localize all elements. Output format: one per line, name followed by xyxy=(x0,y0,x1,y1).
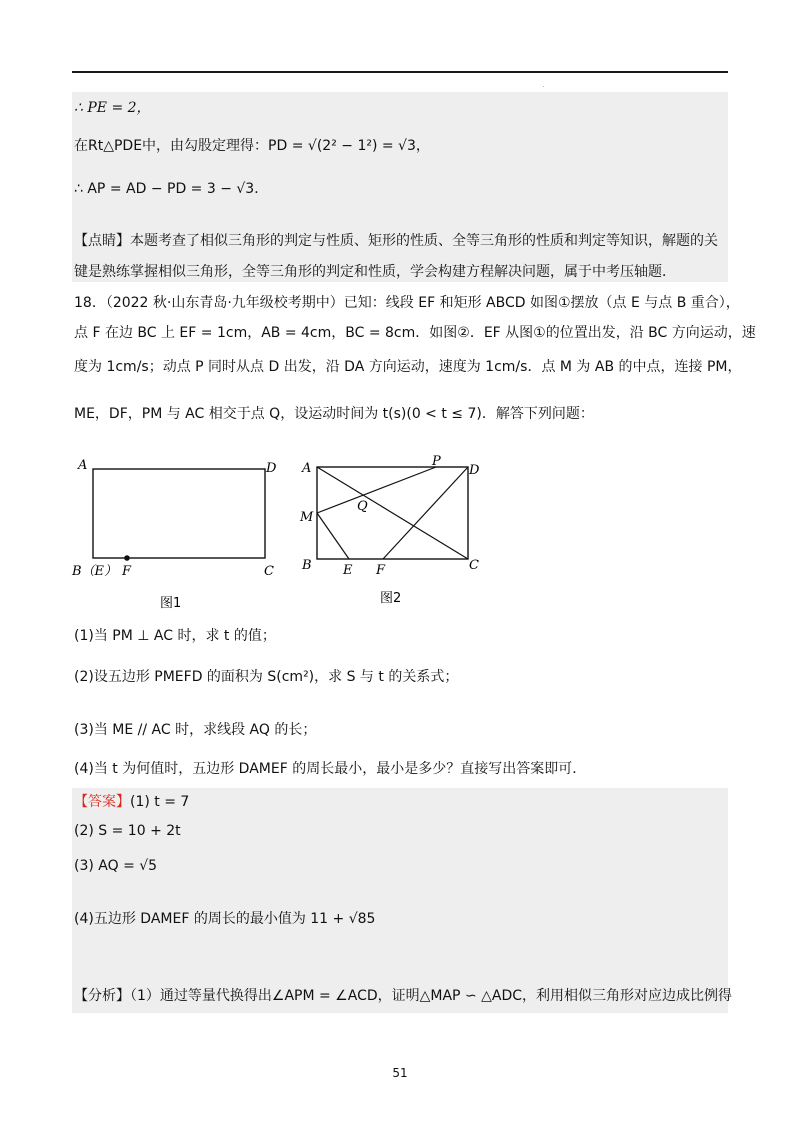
solution-line-1: ∴ PE = 2， xyxy=(74,100,151,116)
label-e: E xyxy=(343,563,353,578)
rectangle-abcd xyxy=(93,469,265,558)
question-3: (3)当 ME // AC 时，求线段 AQ 的长； xyxy=(74,722,317,738)
label-be: B（E） xyxy=(72,564,118,579)
header-rule xyxy=(72,71,728,73)
solution-line-3: ∴ AP = AD − PD = 3 − √3． xyxy=(74,181,269,197)
label-c: C xyxy=(469,558,479,573)
figure-1-caption: 图1 xyxy=(160,596,182,611)
analysis-tag: 【分析】 xyxy=(74,988,130,1004)
comment-line-1 xyxy=(74,231,734,251)
analysis-line xyxy=(74,986,734,1006)
label-a: A xyxy=(78,458,88,473)
figure-2-caption: 图2 xyxy=(380,591,402,606)
label-d: D xyxy=(469,463,480,478)
answer-4: (4)五边形 DAMEF 的周长的最小值为 11 + √85 xyxy=(74,911,376,927)
header-mark: . xyxy=(542,80,545,89)
question-2: (2)设五边形 PMEFD 的面积为 S(cm²)，求 S 与 t 的关系式； xyxy=(74,669,459,685)
problem-line-4: ME，DF，PM 与 AC 相交于点 Q，设运动时间为 t(s)(0 < t ≤ 7)．解答下列问题： xyxy=(74,406,594,422)
figure-1 xyxy=(70,455,290,620)
comment-text-1: 本题考查了相似三角形的判定与性质、矩形的性质、全等三角形的性质和判定等知识，解题的关 xyxy=(130,233,718,249)
figure-2 xyxy=(296,452,496,612)
analysis-text: （1）通过等量代换得出∠APM = ∠ACD，证明△MAP ∽ △ADC，利用相似三角形对应边成比例得 xyxy=(130,988,733,1004)
answer-tag: 【答案】 xyxy=(74,794,130,810)
label-f: F xyxy=(376,563,386,578)
question-4: (4)当 t 为何值时，五边形 DAMEF 的周长最小，最小是多少？直接写出答案即可． xyxy=(74,761,587,777)
label-m: M xyxy=(300,510,314,525)
answer-1: (1) t = 7 xyxy=(130,794,190,810)
answer-line-1 xyxy=(74,792,734,812)
comment-tag: 【点睛】 xyxy=(74,233,130,249)
solution-line-2: 在Rt△PDE中，由勾股定理得：PD = √(2² − 1²) = √3， xyxy=(74,138,430,154)
label-q: Q xyxy=(357,499,368,514)
label-a: A xyxy=(302,461,312,476)
point-f xyxy=(124,555,130,561)
question-1: (1)当 PM ⊥ AC 时，求 t 的值； xyxy=(74,628,276,644)
segment-pm xyxy=(317,467,436,513)
answer-2: (2) S = 10 + 2t xyxy=(74,823,181,839)
label-d: D xyxy=(266,461,277,476)
label-f: F xyxy=(122,564,132,579)
problem-line-1: 18．（2022 秋·山东青岛·九年级校考期中）已知：线段 EF 和矩形 ABCD 如图①摆放（点 E 与点 B 重合）， xyxy=(74,295,740,311)
segment-me xyxy=(317,513,349,559)
answer-3: (3) AQ = √5 xyxy=(74,858,158,874)
comment-line-2: 键是熟练掌握相似三角形，全等三角形的判定和性质，学会构建方程解决问题，属于中考压轴题． xyxy=(74,264,676,280)
page-number: 51 xyxy=(392,1066,408,1080)
problem-line-3: 度为 1cm/s；动点 P 同时从点 D 出发，沿 DA 方向运动，速度为 1cm/s．点 M 为 AB 的中点，连接 PM， xyxy=(74,359,742,375)
label-b: B xyxy=(302,558,312,573)
problem-line-2: 点 F 在边 BC 上 EF = 1cm，AB = 4cm，BC = 8cm．如图②．EF 从图①的位置出发，沿 BC 方向运动，速 xyxy=(74,325,756,341)
label-c: C xyxy=(264,564,274,579)
segment-df xyxy=(383,467,468,559)
label-p: P xyxy=(432,454,441,469)
